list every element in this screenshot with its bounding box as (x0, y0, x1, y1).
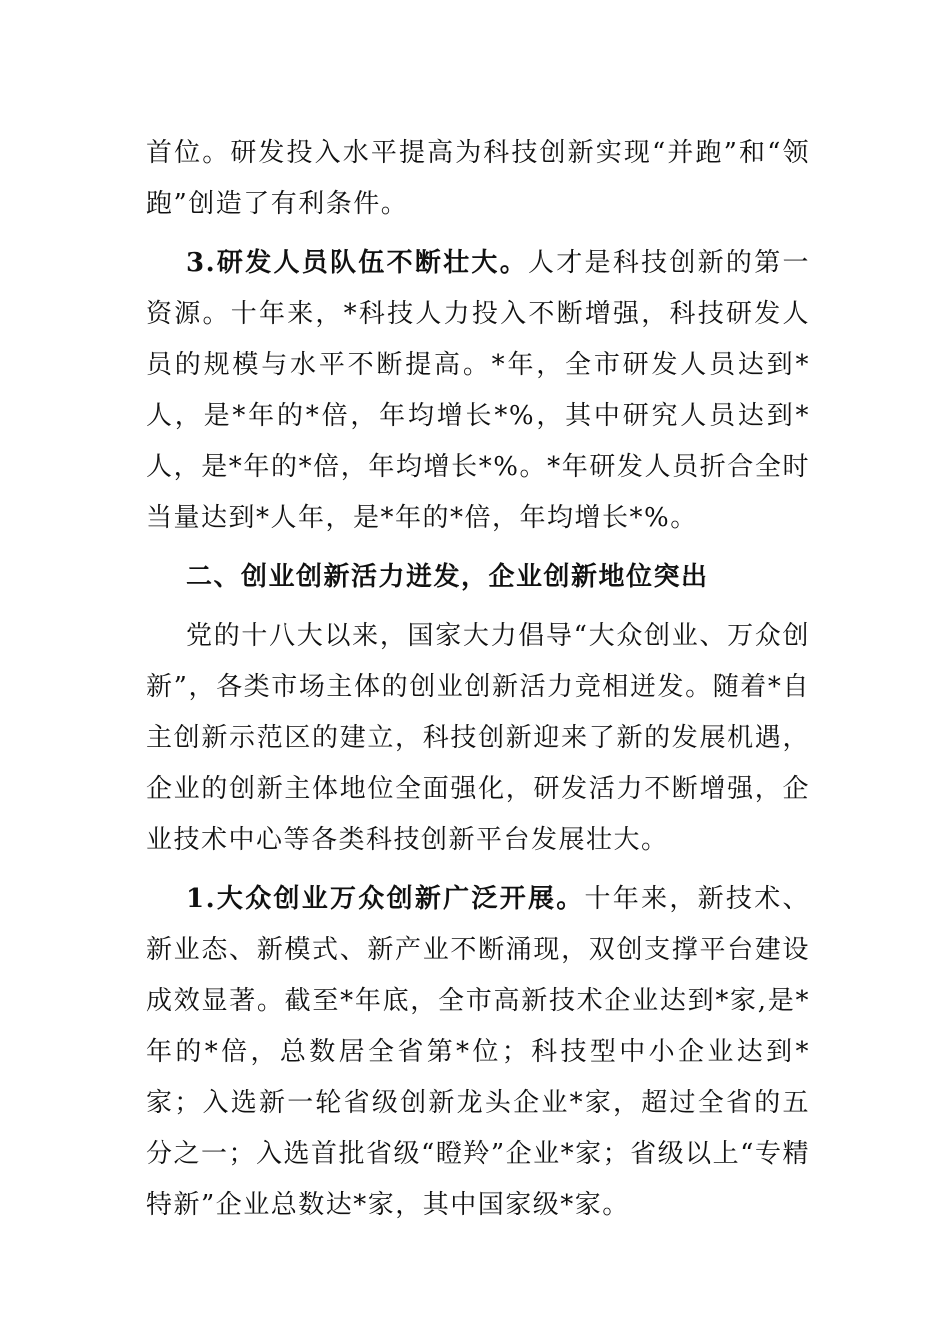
paragraph-intro (146, 611, 810, 866)
section-heading: 二、创业创新活力迸发，企业创新地位突出 (186, 562, 709, 592)
paragraph-text: 首位。研发投入水平提高为科技创新实现“并跑”和“领跑”创造了有利条件。 (146, 138, 810, 219)
paragraph-lead-heading: 3.研发人员队伍不断壮大。 (186, 248, 528, 278)
paragraph-text: 十年来，新技术、新业态、新模式、新产业不断涌现，双创支撑平台建设成效显著。截至*年底，全市高新技术企业达到*家,是*年的*倍，总数居全省第*位；科技型中小企业达到*家；入选新一轮省级创新龙头企业*家，超过全省的五分之一；入选首批省级“瞪羚”企业*家；省级以上“专精特新”企业总数达*家，其中国家级*家。 (146, 884, 810, 1220)
document-body (146, 128, 810, 1239)
paragraph-rd-personnel (146, 238, 810, 544)
paragraph-lead-heading: 1.大众创业万众创新广泛开展。 (186, 884, 585, 914)
paragraph-continuation (146, 128, 810, 230)
paragraph-text: 人才是科技创新的第一资源。十年来，*科技人力投入不断增强，科技研发人员的规模与水平不断提高。*年，全市研发人员达到*人，是*年的*倍，年均增长*%，其中研究人员达到*人，是*年的*倍，年均增长*%。*年研发人员折合全时当量达到*人年，是*年的*倍，年均增长*%。 (146, 248, 810, 533)
paragraph-mass-entrepreneurship (146, 874, 810, 1231)
paragraph-text: 党的十八大以来，国家大力倡导“大众创业、万众创新”，各类市场主体的创业创新活力竞相迸发。随着*自主创新示范区的建立，科技创新迎来了新的发展机遇，企业的创新主体地位全面强化，研发活力不断增强，企业技术中心等各类科技创新平台发展壮大。 (146, 621, 810, 855)
